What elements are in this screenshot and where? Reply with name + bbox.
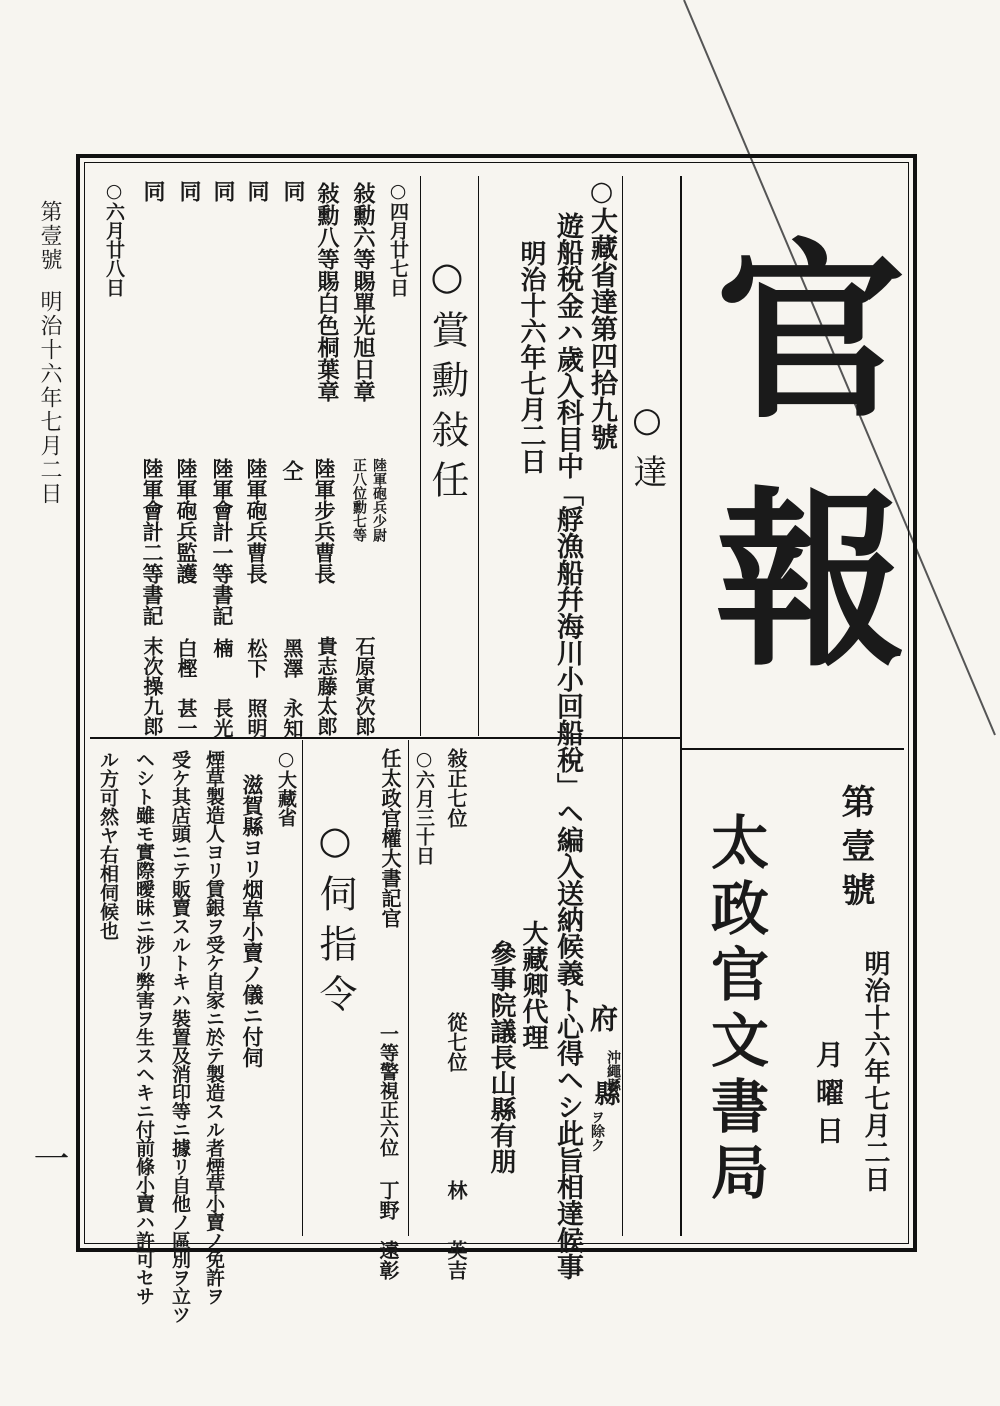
recipient-name: 楠 長光 [210, 638, 234, 738]
award-1: 敍勳六等賜單光旭日章 [350, 182, 376, 402]
notice-header: ○大藏省達第四拾九號 [586, 176, 617, 450]
recipient-name: 末次操九郎 [140, 636, 164, 736]
notice-section-title: ○達 [627, 400, 667, 502]
appointment-rank-1: 敍正七位 [444, 748, 468, 828]
recipient-name: 白樫 甚一 [174, 638, 198, 738]
inquiry-body-separator [302, 740, 303, 1236]
recipient-rank-line-2: 正八位勳七等 [351, 458, 367, 542]
appointment-title: 任太政官權大書記官 [378, 748, 402, 928]
publisher: 太政官文書局 [701, 812, 769, 1208]
appointment-date: ○六月三十日 [413, 748, 435, 865]
recipient-name: 貴志藤太郎 [314, 636, 338, 736]
inquiry-section-title: ○伺指令 [313, 818, 357, 1024]
awards-section-title: ○賞勳敍任 [425, 254, 469, 510]
awards-same-label: 同 [244, 180, 270, 202]
appointment-person-2: 丁野 遠彰 [376, 1180, 400, 1280]
recipient-rank-line-1: 陸軍砲兵少尉 [371, 458, 387, 542]
page-number: 一 [28, 1140, 69, 1176]
appointment-rank-2: 一等警視正六位 [377, 1024, 399, 1157]
appointment-rank-1-from: 從七位 [444, 1012, 468, 1072]
inquiry-line-2: 煙草製造人ヨリ賃銀ヲ受ケ自家ニ於テ製造スル者煙草小賣ノ免許ヲ [203, 750, 225, 1305]
notice-recipient-note-1: 沖繩縣 [605, 1050, 621, 1092]
awards-same-label: 同 [210, 180, 236, 202]
notice-body: 遊船稅金ハ歲入科目中「艀漁船幷海川小回船稅」ヘ編入送納候義ト心得ヘシ此旨相達候事 [552, 212, 583, 1281]
masthead-title-char-2: 報 [684, 480, 907, 670]
issue-number: 第壹號 [835, 784, 875, 916]
inquiry-ministry: ○大藏省 [275, 748, 297, 827]
inquiry-line-4: ヘシト雖モ實際曖昧ニ涉リ弊害ヲ生スヘキニ付前條小賣ハ許可セサ [133, 750, 155, 1305]
recipient-rank: 陸軍會計一等書記 [210, 458, 235, 626]
inquiry-line-5: ル方可然ヤ右相伺候也 [97, 750, 119, 940]
recipient-rank: 陸軍砲兵曹長 [244, 458, 269, 584]
award-2: 敍勳八等賜白色桐葉章 [314, 182, 340, 402]
recipient-rank: 陸軍砲兵監護 [174, 458, 199, 584]
awards-same-label: 同 [280, 180, 306, 202]
notice-recipient-fu: 府 [586, 1004, 619, 1032]
recipient-name: 石原寅次郎 [352, 636, 376, 736]
award-list-separator [420, 176, 421, 736]
masthead-title-char-1: 官 [684, 232, 907, 422]
awards-date-1: ○四月廿七日 [387, 180, 409, 297]
margin-date: 明治十六年七月二日 [37, 290, 62, 506]
awards-same-label: 同 [140, 180, 166, 202]
notice-award-separator [478, 176, 479, 736]
recipient-name: 松下 照明 [244, 638, 268, 738]
recipient-name: 黑澤 永知 [280, 638, 304, 738]
inquiry-line-1: 滋賀縣ヨリ烟草小賣ノ儀ニ付伺 [240, 774, 265, 1068]
notice-signer-1: 大藏卿代理 [518, 920, 548, 1050]
recipient-rank: 陸軍步兵曹長 [312, 458, 337, 584]
recipient-rank: 陸軍會計二等書記 [140, 458, 165, 626]
awards-date-2: ○六月廿八日 [103, 180, 125, 297]
notice-date: 明治十六年七月二日 [516, 240, 546, 474]
masthead-bottom-rule [682, 748, 904, 750]
notice-column-rule [622, 176, 623, 1236]
inquiry-separator [408, 740, 409, 1236]
notice-recipient-note-2: ヲ除ク [589, 1110, 605, 1152]
inquiry-line-3: 受ケ其店頭ニテ販賣スルトキハ裝置及消印等ニ據リ自他ノ區別ヲ立ツ [169, 750, 191, 1324]
recipient-rank: 仝 [280, 460, 305, 481]
awards-same-label: 同 [176, 180, 202, 202]
masthead-weekday: 月曜日 [812, 1040, 845, 1154]
appointment-person-1: 林 英吉 [444, 1180, 468, 1280]
notice-signer-2: 參事院議長山縣有朋 [486, 940, 516, 1174]
masthead-divider [680, 176, 682, 1236]
margin-issue: 第壹號 [37, 200, 62, 272]
masthead-date: 明治十六年七月二日 [860, 950, 890, 1193]
notice-recipient-ken: 縣 [590, 1080, 620, 1106]
